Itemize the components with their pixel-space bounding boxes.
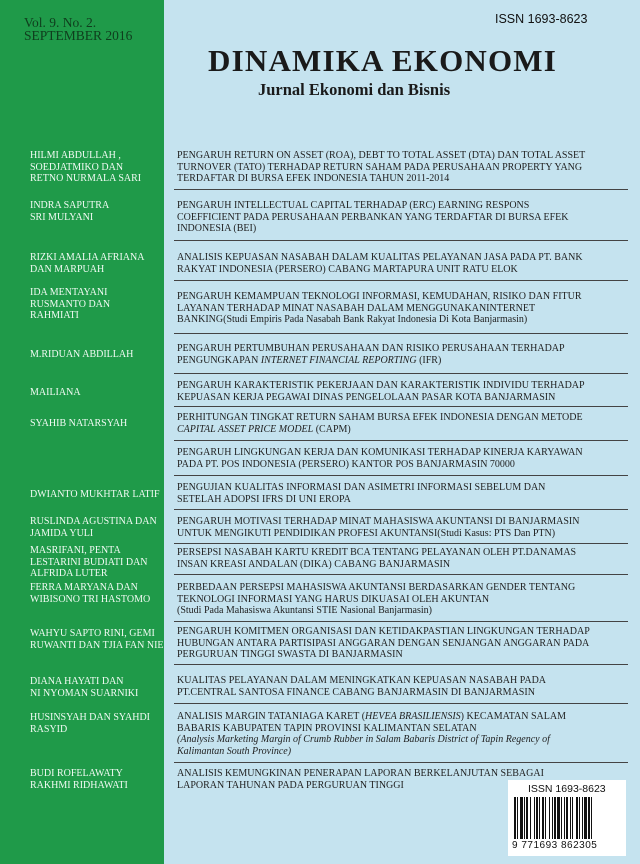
article-8-title: PENGARUH LINGKUNGAN KERJA DAN KOMUNIKASI TERHADAP KINERJA KARYAWAN PADA PT. POS INDONESIA (PERSERO) KANTOR POS BANJARMASIN 70000 (177, 447, 583, 470)
barcode-bar (591, 797, 592, 839)
barcode-bar (566, 797, 568, 839)
divider (174, 762, 628, 763)
barcode-icon (514, 797, 620, 839)
divider (174, 189, 628, 190)
article-3-authors: RIZKI AMALIA AFRIANA DAN MARPUAH (30, 252, 145, 275)
barcode-bar (552, 797, 553, 839)
barcode-bar (524, 797, 525, 839)
article-15-title: ANALISIS MARGIN TATANIAGA KARET (HEVEA BRASILIENSIS) KECAMATAN SALAM BABARIS KABUPATEN TAPIN PROVINSI KALIMANTAN SELATAN (Analysis Marketing Margin of Crumb Rubber in Salam Babaris District of Tapin Regency of Kalimantan South Province) (177, 711, 566, 757)
article-16-authors: BUDI ROFELAWATY RAKHMI RIDHAWATI (30, 768, 128, 791)
barcode-bar (557, 797, 560, 839)
journal-title: DINAMIKA EKONOMI (208, 43, 558, 78)
article-2-title: PENGARUH INTELLECTUAL CAPITAL TERHADAP (ERC) EARNING RESPONS COEFFICIENT PADA PERUSAHAAN PERBANKAN YANG TERDAFTAR DI BURSA EFEK INDONESIA (BEI) (177, 200, 569, 234)
article-9-authors: DWIANTO MUKHTAR LATIF (30, 489, 160, 500)
article-7-authors: SYAHIB NATARSYAH (30, 418, 128, 429)
barcode-bar (536, 797, 538, 839)
divider (174, 333, 628, 334)
barcode-bar (526, 797, 528, 839)
article-7-title: PERHITUNGAN TINGKAT RETURN SAHAM BURSA EFEK INDONESIA DENGAN METODE CAPITAL ASSET PRICE MODEL (CAPM) (177, 412, 583, 435)
article-4-title: PENGARUH KEMAMPUAN TEKNOLOGI INFORMASI, KEMUDAHAN, RISIKO DAN FITUR LAYANAN TERHADAP MINAT NASABAH DALAM MENGGUNAKANINTERNET BANKING(Studi Empiris Pada Nasabah Bank Rakyat Indonesia Di Kota Banjarmasin) (177, 291, 582, 325)
article-10-title: PENGARUH MOTIVASI TERHADAP MINAT MAHASISWA AKUNTANSI DI BANJARMASIN UNTUK MENGIKUTI PENDIDIKAN PROFESI AKUNTANSI(Studi Kasus: PTS Dan PTN) (177, 516, 580, 539)
barcode-bar (588, 797, 590, 839)
barcode-bar (579, 797, 580, 839)
issue-date: SEPTEMBER 2016 (24, 28, 133, 43)
article-6-title: PENGARUH KARAKTERISTIK PEKERJAAN DAN KARAKTERISTIK INDIVIDU TERHADAP KEPUASAN KERJA PEGAWAI DINAS PENGELOLAAN PASAR KOTA BANJARMASIN (177, 380, 585, 403)
barcode-bar (554, 797, 556, 839)
article-11-authors: MASRIFANI, PENTA LESTARINI BUDIATI DAN ALFRIDA LUTER (30, 545, 148, 579)
barcode-bar (576, 797, 578, 839)
barcode-bar (561, 797, 562, 839)
barcode-bar (572, 797, 573, 839)
barcode-issn: ISSN 1693-8623 (528, 783, 606, 795)
issn-top: ISSN 1693-8623 (495, 12, 588, 26)
article-16-title: ANALISIS KEMUNGKINAN PENERAPAN LAPORAN BERKELANJUTAN SEBAGAI LAPORAN TAHUNAN PADA PERGURUAN TINGGI (177, 768, 544, 791)
divider (174, 664, 628, 665)
divider (174, 621, 628, 622)
article-12-title: PERBEDAAN PERSEPSI MAHASISWA AKUNTANSI BERDASARKAN GENDER TENTANG TEKNOLOGI INFORMASI YANG HARUS DIKUASAI OLEH AKUNTAN (Studi Pada Mahasiswa Akuntansi STIE Nasional Banjarmasin) (177, 582, 576, 616)
article-15-authors: HUSINSYAH DAN SYAHDI RASYID (30, 712, 151, 735)
barcode-bar (564, 797, 565, 839)
barcode-bar (530, 797, 531, 839)
article-14-title: KUALITAS PELAYANAN DALAM MENINGKATKAN KEPUASAN NASABAH PADA PT.CENTRAL SANTOSA FINANCE CABANG BANJARMASIN DI BANJARMASIN (177, 675, 547, 698)
article-13-title: PENGARUH KOMITMEN ORGANISASI DAN KETIDAKPASTIAN LINGKUNGAN TERHADAP HUBUNGAN ANTARA PARTISIPASI ANGGARAN DENGAN SENJANGAN ANGGARAN PADA PERGURUAN TINGGI SWASTA DI BANJARMASIN (177, 626, 590, 660)
barcode-bar (517, 797, 518, 839)
volume-number: Vol. 9. No. 2. (24, 15, 97, 30)
journal-subtitle: Jurnal Ekonomi dan Bisnis (258, 80, 451, 99)
divider (174, 574, 628, 575)
article-5-title: PENGARUH PERTUMBUHAN PERUSAHAAN DAN RISIKO PERUSAHAAN TERHADAP PENGUNGKAPAN INTERNET FINANCIAL REPORTING (IFR) (177, 343, 565, 366)
article-1-authors: HILMI ABDULLAH , SOEDJATMIKO DAN RETNO NURMALA SARI (30, 150, 142, 184)
barcode-bar (584, 797, 587, 839)
divider (174, 509, 628, 510)
divider (174, 406, 628, 407)
divider (174, 703, 628, 704)
barcode-bar (545, 797, 546, 839)
article-12-authors: FERRA MARYANA DAN WIBISONO TRI HASTOMO (30, 582, 151, 605)
barcode-bar (539, 797, 540, 839)
barcode-bar (514, 797, 516, 839)
divider (174, 373, 628, 374)
divider (174, 240, 628, 241)
divider (174, 475, 628, 476)
article-1-title: PENGARUH RETURN ON ASSET (ROA), DEBT TO TOTAL ASSET (DTA) DAN TOTAL ASSET TURNOVER (TATO) TERHADAP RETURN SAHAM PADA PERUSAHAAN PROPERTY YANG TERDAFTAR DI BURSA EFEK INDONESIA TAHUN 2011-2014 (177, 150, 586, 184)
barcode-bar (534, 797, 535, 839)
barcode-bar (570, 797, 571, 839)
divider (174, 543, 628, 544)
barcode-bar (549, 797, 550, 839)
article-6-authors: MAILIANA (30, 387, 81, 398)
article-5-authors: M.RIDUAN ABDILLAH (30, 349, 134, 360)
article-11-title: PERSEPSI NASABAH KARTU KREDIT BCA TENTANG PELAYANAN OLEH PT.DANAMAS INSAN KREASI ANDALAN (DIKA) CABANG BANJARMASIN (177, 547, 577, 570)
article-10-authors: RUSLINDA AGUSTINA DAN JAMIDA YULI (30, 516, 157, 539)
volume-info (24, 16, 164, 42)
barcode-label (508, 780, 626, 856)
divider (174, 440, 628, 441)
barcode-bar (542, 797, 544, 839)
barcode-bar (582, 797, 583, 839)
article-14-authors: DIANA HAYATI DAN NI NYOMAN SUARNIKI (30, 676, 139, 699)
article-4-authors: IDA MENTAYANI RUSMANTO DAN RAHMIATI (30, 287, 111, 321)
article-3-title: ANALISIS KEPUASAN NASABAH DALAM KUALITAS PELAYANAN JASA PADA PT. BANK RAKYAT INDONESIA (PERSERO) CABANG MARTAPURA UNIT RATU ELOK (177, 252, 583, 275)
divider (174, 280, 628, 281)
article-2-authors: INDRA SAPUTRA SRI MULYANI (30, 200, 110, 223)
barcode-number: 9 771693 862305 (512, 840, 598, 851)
barcode-bar (520, 797, 523, 839)
article-13-authors: WAHYU SAPTO RINI, GEMI RUWANTI DAN TJIA FAN NIE (30, 628, 164, 651)
article-9-title: PENGUJIAN KUALITAS INFORMASI DAN ASIMETRI INFORMASI SEBELUM DAN SETELAH ADOPSI IFRS DI UNI EROPA (177, 482, 546, 505)
